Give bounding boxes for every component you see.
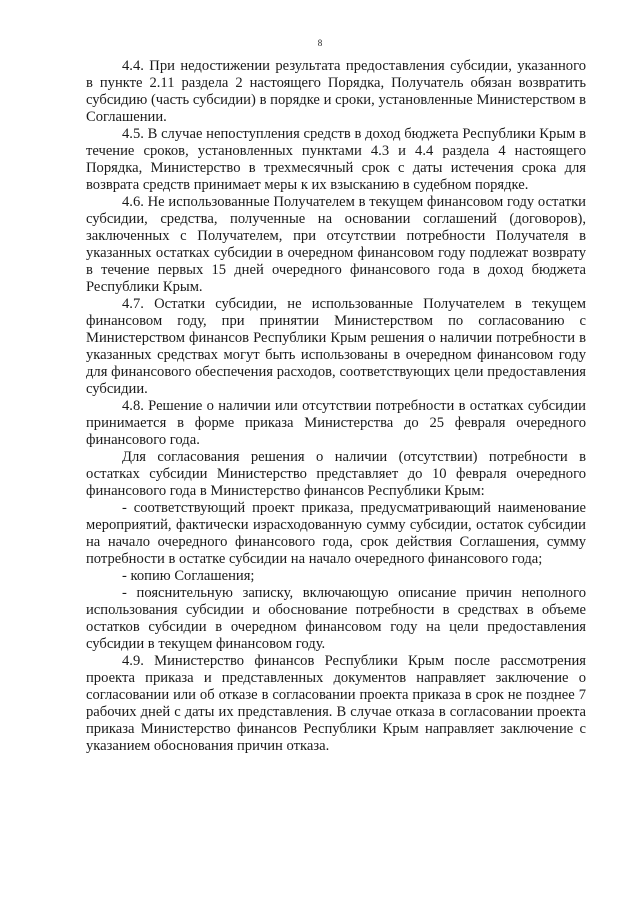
paragraph-4-8: 4.8. Решение о наличии или отсутствии потребности в остатках субсидии принимается в форме приказа Министерства до 25 февраля очередного финансового года. [86, 398, 586, 448]
document-body [86, 58, 586, 755]
paragraph-4-5: 4.5. В случае непоступления средств в доход бюджета Республики Крым в течение сроков, установленных пунктами 4.3 и 4.4 раздела 4 настоящего Порядка, Министерство в трехмесячный срок с даты истечения срока для возврата средств принимает меры к их взысканию в судебном порядке. [86, 126, 586, 193]
page-number: 8 [317, 38, 323, 48]
list-item-draft-order: - соответствующий проект приказа, предусматривающий наименование мероприятий, фактически израсходованную сумму субсидии, остаток субсидии на начало очередного финансового года, срок действия Соглашения, сумму потребности в остатке субсидии на начало очередного финансового года; [86, 500, 586, 567]
list-item-agreement-copy: - копию Соглашения; [122, 568, 255, 584]
paragraph-4-7: 4.7. Остатки субсидии, не использованные Получателем в текущем финансовом году, при принятии Министерством по согласованию с Министерством финансов Республики Крым решения о наличии потребности в указанных средствах могут быть использованы в очередном финансовом году для финансового обеспечения расходов, соответствующих цели предоставления субсидии. [86, 296, 586, 397]
paragraph-4-9: 4.9. Министерство финансов Республики Крым после рассмотрения проекта приказа и представленных документов направляет заключение о согласовании или об отказе в согласовании проекта приказа в срок не позднее 7 рабочих дней с даты их представления. В случае отказа в согласовании проекта приказа Министерство финансов Республики Крым направляет заключение с указанием обоснования причин отказа. [86, 653, 586, 754]
paragraph-4-4: 4.4. При недостижении результата предоставления субсидии, указанного в пункте 2.11 раздела 2 настоящего Порядка, Получатель обязан возвратить субсидию (часть субсидии) в порядке и сроки, установленные Министерством в Соглашении. [86, 58, 586, 125]
paragraph-approval-procedure: Для согласования решения о наличии (отсутствии) потребности в остатках субсидии Министерство представляет до 10 февраля очередного финансового года в Министерство финансов Республики Крым: [86, 449, 586, 499]
paragraph-4-6: 4.6. Не использованные Получателем в текущем финансовом году остатки субсидии, средства, полученные на основании соглашений (договоров), заключенных с Получателем, при отсутствии потребности Получателя в указанных остатках субсидии в очередном финансовом году подлежат возврату в течение первых 15 дней очередного финансового года в доход бюджета Республики Крым. [86, 194, 586, 295]
list-item-explanatory-note: - пояснительную записку, включающую описание причин неполного использования субсидии и обоснование потребности в средствах в объеме остатков субсидии в очередном финансовом году на цели предоставления субсидии в текущем финансовом году. [86, 585, 586, 652]
